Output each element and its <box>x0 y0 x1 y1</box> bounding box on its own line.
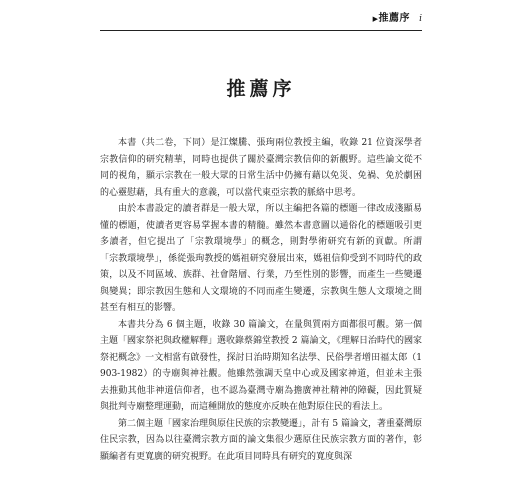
chapter-title: 推薦序 <box>226 78 296 100</box>
running-header <box>100 12 422 31</box>
header-title: 推薦序 <box>378 13 410 24</box>
paragraph-2: 由於本書設定的讀者群是一般大眾，所以主編把各篇的標題一律改成淺顯易懂的標題，使讀者更容易掌握本書的精髓。雖然本書意圖以通俗化的標題吸引更多讀者，但它提出了「宗教環境學」的概念，則對學術研究有新的貢獻。所謂「宗教環境學」，係從張珣教授的媽祖研究發展出來，媽祖信仰受到不同時代的政策，以及不同區域、族群、社會階層、行業，乃至性別的影響，而產生一些變遷與變異；即宗教因生態和人文環境的不同而產生變遷，宗教與生態人文環境之間甚至有相互的影響。 <box>100 204 422 313</box>
header-arrow-icon: ▶ <box>372 15 378 23</box>
paragraph-3: 本書共分為 6 個主題，收錄 30 篇論文，在量與質兩方面都很可觀。第一個主題「國家祭祀與政權解釋」選收錄蔡錦堂教授 2 篇論文，《理解日治時代的國家祭祀概念》一文相當有啟發性，探討日治時期知名法學、民俗學者增田福太郎（1903-1982）的寺廟與神社觀。他雖然強調天皇中心或及國家神道，但並未主張去推動其他非神道信仰者，也不認為臺灣寺廟為擔廣神社精神的障礙，因此質疑與批判寺廟整理運動，而這種開放的態度亦反映在他對原住民的看法上。 <box>100 319 422 412</box>
paragraph-4: 第二個主題「國家治理與原住民族的宗教變遷」，計有 5 篇論文，著重臺灣原住民宗教，因為以往臺灣宗教方面的論文集很少選原住民族宗教方面的著作，彰顯編者有更寬廣的研究視野。在此項目同時具有研究的寬度與深 <box>100 418 422 462</box>
page-number: i <box>419 14 422 24</box>
body-text <box>100 135 422 465</box>
paragraph-1: 本書（共二卷，下同）是江燦騰、張珣兩位教授主編，收錄 21 位資深學者宗教信仰的研究精華，同時也提供了關於臺灣宗教信仰的新觀野。這些論文從不同的視角，顯示宗教在一般大眾的日常生活中仍擁有藉以免災、免禍、免於劇困的心靈慰藉，具有重大的意義，可以當代東亞宗教的脈絡中思考。 <box>100 138 422 198</box>
